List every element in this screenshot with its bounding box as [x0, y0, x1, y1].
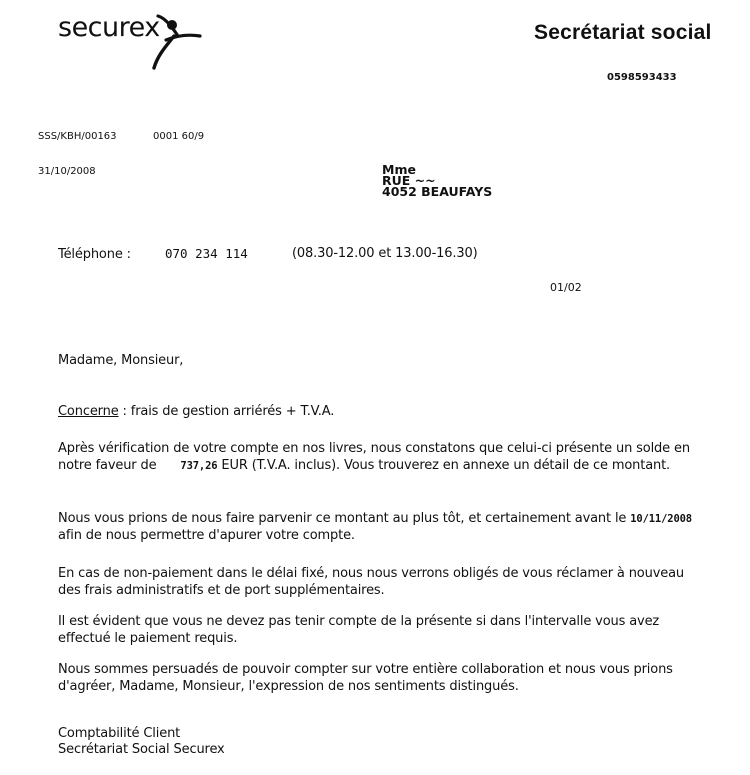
paragraph-deadline	[58, 511, 708, 544]
letter-date: 31/10/2008	[38, 166, 96, 177]
office-hours: (08.30-12.00 et 13.00-16.30)	[292, 246, 478, 261]
reference-code-2: 0001 60/9	[153, 131, 205, 142]
paragraph-deadline-text-a: Nous vous prions de nous faire parvenir ce montant au plus tôt, et certainement avant le	[58, 511, 631, 526]
signature-line-1: Comptabilité Client	[58, 726, 181, 741]
recipient-address	[382, 164, 492, 197]
reference-number: 0598593433	[607, 72, 677, 83]
greeting: Madame, Monsieur,	[58, 353, 184, 368]
paragraph-balance-text-a: Après vérification de votre compte en nos livres, nous constatons que celui-ci présente un solde en notre faveur de	[58, 441, 690, 473]
subject-line	[58, 404, 334, 419]
subject-label: Concerne	[58, 404, 119, 419]
page-title: Secrétariat social	[534, 21, 712, 44]
paragraph-non-payment: En cas de non-paiement dans le délai fixé, nous nous verrons obligés de vous réclamer à nouveau des frais administratifs et de port supplémentaires.	[58, 566, 684, 598]
deadline-date: 10/11/2008	[630, 513, 692, 525]
securex-logo-figure-icon	[152, 10, 204, 72]
phone-number: 070 234 114	[165, 246, 248, 261]
reference-code: SSS/KBH/00163	[38, 131, 117, 142]
paragraph-closing: Nous sommes persuadés de pouvoir compter sur votre entière collaboration et nous vous prions d'agréer, Madame, Monsieur, l'expression de nos sentiments distingués.	[58, 662, 673, 694]
recipient-city: 4052 BEAUFAYS	[382, 184, 493, 199]
subject-text: : frais de gestion arriérés + T.V.A.	[118, 404, 335, 419]
recipient-salutation: Mme	[382, 162, 416, 177]
signature-line-2: Secrétariat Social Securex	[58, 742, 225, 757]
logo-text: securex	[58, 12, 160, 43]
page-number: 01/02	[550, 281, 582, 294]
paragraph-balance	[58, 441, 708, 474]
paragraph-ignore: Il est évident que vous ne devez pas tenir compte de la présente si dans l'intervalle vous avez effectué le paiement requis.	[58, 614, 660, 646]
paragraph-balance-text-b: EUR (T.V.A. inclus). Vous trouverez en annexe un détail de ce montant.	[217, 457, 671, 473]
phone-label: Téléphone :	[58, 247, 131, 262]
amount-value: 737,26	[180, 459, 218, 472]
paragraph-deadline-text-b: afin de nous permettre d'apurer votre compte.	[58, 527, 355, 543]
recipient-street: RUE ~~	[382, 173, 436, 188]
